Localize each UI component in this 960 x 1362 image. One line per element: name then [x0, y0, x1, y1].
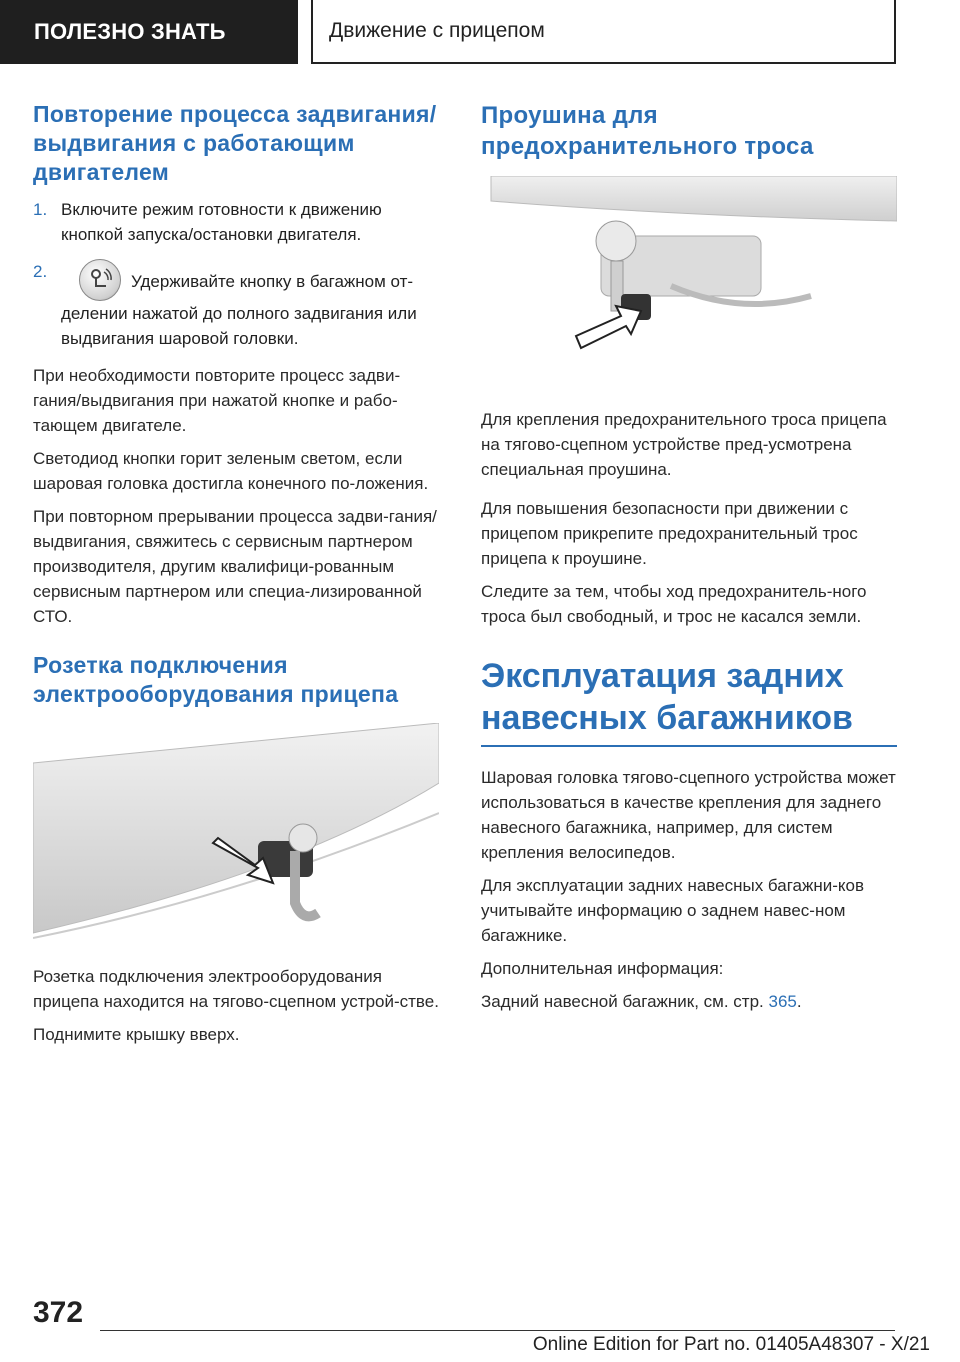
footer-divider [100, 1330, 895, 1331]
paragraph: Для повышения безопасности при движении с прицепом прикрепите предохранительный трос прицепа к проушине. [481, 499, 858, 568]
trailer-hitch-button-icon [79, 259, 121, 301]
trailer-socket-illustration [33, 723, 439, 945]
footer-edition: Online Edition for Part no. 01405A48307 - X/21 [532, 1334, 930, 1355]
link-suffix: . [796, 992, 802, 1011]
step-number: 2. [33, 262, 48, 281]
heading-socket: Розетка подключения электрооборудования прицепа [33, 652, 399, 707]
step-1 [33, 197, 439, 247]
heading-racks: Эксплуатация задних навесных багажников [481, 655, 897, 747]
paragraph: Для крепления предохранительного троса прицепа на тягово-сцепном устройстве пред-усмотрена специальная проушина. [481, 410, 887, 479]
step-text: Удерживайте кнопку в багажном от-делении нажатой до полного задвигания или выдвигания шаровой головки. [61, 272, 417, 348]
heading-repeat: Повторение процесса задвигания/выдвигания с работающим двигателем [33, 101, 437, 185]
page-number: 372 [33, 1296, 84, 1329]
safety-cable-eye-illustration [481, 176, 897, 388]
paragraph: Шаровая головка тягово-сцепного устройства может использоваться в качестве крепления для заднего навесного багажника, например, для систем крепления велосипедов. [481, 768, 896, 862]
paragraph-link [481, 989, 897, 1014]
steps-list [33, 197, 439, 351]
step-number: 1. [33, 200, 48, 219]
header-tab: ПОЛЕЗНО ЗНАТЬ [0, 0, 298, 64]
header-section-title: Движение с прицепом [311, 0, 896, 64]
left-column [33, 100, 439, 1055]
right-column [481, 100, 897, 1022]
paragraph: Розетка подключения электрооборудования прицепа находится на тягово-сцепном устрой-стве. [33, 967, 439, 1011]
step-2 [33, 259, 439, 351]
step-text: Включите режим готовности к движению кнопкой запуска/остановки двигателя. [61, 200, 382, 244]
paragraph: При повторном прерывании процесса задви-гания/выдвигания, свяжитесь с сервисным партнером производителя, другим квалифици-рованным сервисным партнером или специа-лизированной СТО. [33, 507, 437, 626]
link-prefix: Задний навесной багажник, см. стр. [481, 992, 769, 1011]
paragraph: Поднимите крышку вверх. [33, 1025, 240, 1044]
paragraph: Светодиод кнопки горит зеленым светом, если шаровая головка достигла конечного по-ложения. [33, 449, 429, 493]
heading-eye: Проушина для предохранительного троса [481, 102, 814, 160]
paragraph: Следите за тем, чтобы ход предохранитель-ного троса был свободный, и трос не касался земли. [481, 582, 867, 626]
paragraph: При необходимости повторите процесс задви-гания/выдвигания при нажатой кнопке и рабо-тающем двигателе. [33, 366, 401, 435]
page-link[interactable]: 365 [768, 992, 797, 1011]
paragraph: Дополнительная информация: [481, 959, 724, 978]
paragraph: Для эксплуатации задних навесных багажни-ков учитывайте информацию о заднем навес-ном багажнике. [481, 876, 865, 945]
